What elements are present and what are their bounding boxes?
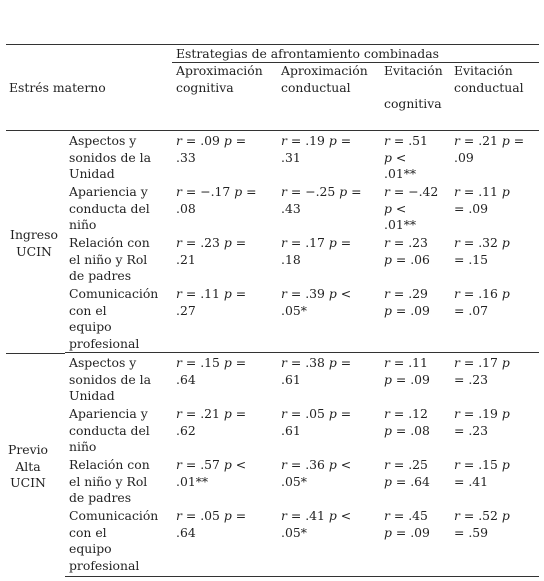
table-cell: r = .39 p < .05* xyxy=(281,286,352,318)
table-cell: r = .21 p = .62 xyxy=(176,406,247,438)
table-cell: r = −.17 p = .08 xyxy=(176,184,257,216)
p-value: < .05* xyxy=(281,508,352,540)
row-aspect-label: Aspectos y sonidos de la Unidad xyxy=(69,355,152,403)
r-value: −.25 xyxy=(305,184,336,199)
p-value: = .64 xyxy=(391,473,430,489)
table-cell: r = .15 p = .64 xyxy=(176,355,247,387)
r-value: .25 xyxy=(408,457,428,472)
group-header: Estrategias de afrontamiento combinadas xyxy=(176,46,439,61)
p-value: = .41 xyxy=(454,473,489,489)
row-aspect-label: Aspectos y sonidos de la Unidad xyxy=(69,133,152,181)
r-value: .11 xyxy=(408,355,428,370)
r-value: .51 xyxy=(408,133,428,148)
column-header: Evitación xyxy=(384,63,443,78)
section-label: Previo Alta UCIN xyxy=(8,442,49,490)
p-value: = .59 xyxy=(454,524,489,540)
table-cell: r = .12 p = .08 xyxy=(384,406,430,438)
p-value: = .08 xyxy=(391,422,430,438)
column-header: Evitación conductual xyxy=(454,63,524,95)
p-value: < .05* xyxy=(281,457,352,489)
row-aspect-label: Comunicación con el equipo profesional xyxy=(69,508,159,573)
table-cell: r = .36 p < .05* xyxy=(281,457,352,489)
row-aspect-label: Apariencia y conducta del niño xyxy=(69,184,150,232)
top-rule xyxy=(6,44,539,45)
table-cell: r = −.42 p < .01** xyxy=(384,184,439,232)
r-value: .11 xyxy=(478,184,498,199)
r-value: .05 xyxy=(305,406,325,421)
p-value: = .06 xyxy=(391,251,430,267)
p-value: = .09 xyxy=(454,133,525,165)
table-cell: r = .57 p < .01** xyxy=(176,457,247,489)
r-value: .21 xyxy=(200,406,220,421)
table-cell: r = .11 p = .09 xyxy=(454,184,510,216)
p-value: < .01** xyxy=(176,457,247,489)
table-cell: r = .05 p = .61 xyxy=(281,406,352,438)
p-value: = .09 xyxy=(391,524,430,540)
r-value: .41 xyxy=(305,508,325,523)
p-value: = .31 xyxy=(281,133,352,165)
r-value: .11 xyxy=(200,286,220,301)
p-value: = .64 xyxy=(176,508,247,540)
p-value: < .01** xyxy=(384,149,417,181)
r-value: .39 xyxy=(305,286,325,301)
p-value: = .15 xyxy=(454,251,489,267)
section-divider-right xyxy=(65,352,539,353)
column-header: Aproximación cognitiva xyxy=(176,63,263,95)
table-cell: r = .32 p = .15 xyxy=(454,235,510,267)
table-cell: r = .23 p = .21 xyxy=(176,235,247,267)
r-value: .17 xyxy=(305,235,325,250)
r-value: .57 xyxy=(200,457,220,472)
table-cell: r = .11 p = .09 xyxy=(384,355,430,387)
r-value: .45 xyxy=(408,508,428,523)
table-cell: r = .19 p = .31 xyxy=(281,133,352,165)
p-value: = .61 xyxy=(281,406,352,438)
r-value: −.17 xyxy=(200,184,231,199)
p-value: = .21 xyxy=(176,235,247,267)
table-cell: r = .17 p = .18 xyxy=(281,235,352,267)
table-cell: r = .51 p < .01** xyxy=(384,133,428,181)
table-cell: r = .05 p = .64 xyxy=(176,508,247,540)
r-value: .23 xyxy=(200,235,220,250)
table-cell: r = .21 p = .09 xyxy=(454,133,525,165)
table-cell: r = .45 p = .09 xyxy=(384,508,430,540)
p-value: = .09 xyxy=(454,200,489,216)
r-value: .15 xyxy=(200,355,220,370)
section-divider-left xyxy=(6,353,65,354)
column-header: cognitiva xyxy=(384,96,442,111)
r-value: .09 xyxy=(200,133,220,148)
table-cell: r = .25 p = .64 xyxy=(384,457,430,489)
p-value: = .23 xyxy=(454,371,489,387)
r-value: .05 xyxy=(200,508,220,523)
p-value: = .09 xyxy=(391,371,430,387)
row-header: Estrés materno xyxy=(9,80,106,95)
p-value: = .08 xyxy=(176,184,257,216)
r-value: .52 xyxy=(478,508,498,523)
p-value: = .61 xyxy=(281,355,352,387)
r-value: .21 xyxy=(478,133,498,148)
r-value: −.42 xyxy=(408,184,439,199)
table-cell: r = .41 p < .05* xyxy=(281,508,352,540)
row-aspect-label: Apariencia y conducta del niño xyxy=(69,406,150,454)
table-cell: r = .38 p = .61 xyxy=(281,355,352,387)
r-value: .36 xyxy=(305,457,325,472)
p-value: = .23 xyxy=(454,422,489,438)
table-cell: r = .15 p = .41 xyxy=(454,457,510,489)
table-cell: r = .29 p = .09 xyxy=(384,286,430,318)
table-cell: r = .23 p = .06 xyxy=(384,235,430,267)
r-value: .23 xyxy=(408,235,428,250)
column-header: Aproximación conductual xyxy=(281,63,368,95)
r-value: .19 xyxy=(305,133,325,148)
r-value: .19 xyxy=(478,406,498,421)
p-value: = .09 xyxy=(391,302,430,318)
header-bottom-rule xyxy=(6,130,539,131)
p-value: < .01** xyxy=(384,200,417,232)
r-value: .12 xyxy=(408,406,428,421)
section-label: Ingreso UCIN xyxy=(10,227,58,259)
table-cell: r = .09 p = .33 xyxy=(176,133,247,165)
p-value: = .43 xyxy=(281,184,362,216)
r-value: .29 xyxy=(408,286,428,301)
r-value: .15 xyxy=(478,457,498,472)
table-cell: r = .52 p = .59 xyxy=(454,508,510,540)
row-aspect-label: Relación con el niño y Rol de padres xyxy=(69,457,150,505)
p-value: = .18 xyxy=(281,235,352,267)
r-value: .32 xyxy=(478,235,498,250)
p-value: = .64 xyxy=(176,355,247,387)
table-cell: r = .11 p = .27 xyxy=(176,286,247,318)
table-cell: r = .16 p = .07 xyxy=(454,286,510,318)
r-value: .38 xyxy=(305,355,325,370)
r-value: .16 xyxy=(478,286,498,301)
p-value: = .62 xyxy=(176,406,247,438)
r-value: .17 xyxy=(478,355,498,370)
row-aspect-label: Comunicación con el equipo profesional xyxy=(69,286,159,351)
table-cell: r = −.25 p = .43 xyxy=(281,184,362,216)
row-aspect-label: Relación con el niño y Rol de padres xyxy=(69,235,150,283)
p-value: < .05* xyxy=(281,286,352,318)
table-cell: r = .19 p = .23 xyxy=(454,406,510,438)
table-cell: r = .17 p = .23 xyxy=(454,355,510,387)
bottom-rule xyxy=(65,576,539,577)
p-value: = .27 xyxy=(176,286,247,318)
p-value: = .07 xyxy=(454,302,489,318)
p-value: = .33 xyxy=(176,133,247,165)
